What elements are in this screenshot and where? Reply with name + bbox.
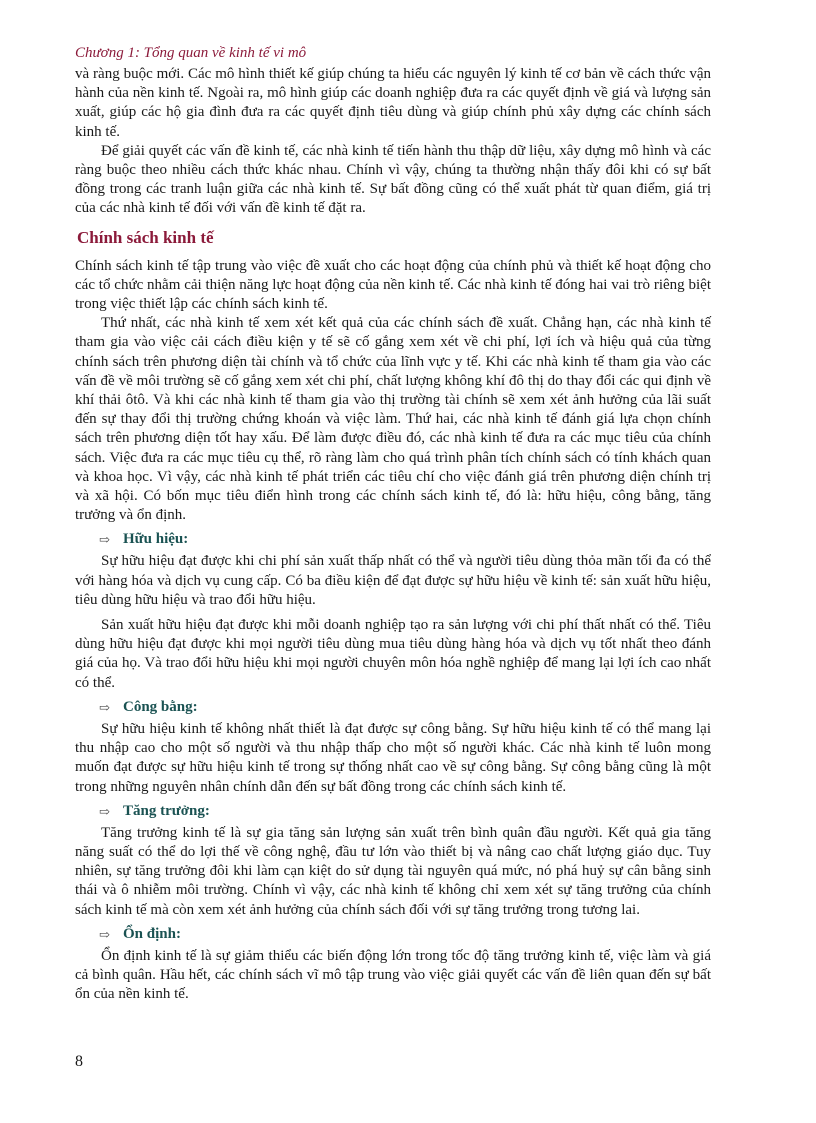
subsection-title: Ổn định: xyxy=(123,925,181,942)
hollow-arrow-icon: ⇨ xyxy=(99,532,110,548)
hollow-arrow-icon: ⇨ xyxy=(99,699,110,715)
subsection-heading xyxy=(99,530,711,549)
subsection-paragraph: Ổn định kinh tế là sự giảm thiểu các biến động lớn trong tốc độ tăng trưởng kinh tế, việc làm và giá cả bình quân. Hầu hết, các chính sách vĩ mô tập trung vào việc giải quyết các vấn đề liên quan đến sự bất ổn của nền kinh tế. xyxy=(75,947,711,1003)
section-paragraph: Chính sách kinh tế tập trung vào việc đề xuất cho các hoạt động của chính phủ và thiết kế hoạt động cho các tổ chức nhằm cải thiện năng lực hoạt động của nền kinh tế. Các nhà kinh tế đóng hai vai trò riêng biệt trong việc thiết lập các chính sách kinh tế. xyxy=(75,257,711,313)
subsection-heading xyxy=(99,925,711,944)
page-number: 8 xyxy=(75,1053,83,1070)
document-page xyxy=(75,44,711,1004)
subsection-title: Công bằng: xyxy=(123,698,198,715)
intro-paragraph: Để giải quyết các vấn đề kinh tế, các nhà kinh tế tiến hành thu thập dữ liệu, xây dựng mô hình và các ràng buộc theo nhiều cách thức khác nhau. Chính vì vậy, chúng ta thường nhận thấy đôi khi có sự bất đồng trong các tranh luận giữa các nhà kinh tế. Sự bất đồng cũng có thể xuất phát từ quan điểm, giá trị của các nhà kinh tế đối với vấn đề kinh tế đặt ra. xyxy=(75,142,711,217)
subsection-paragraph: Sự hữu hiệu đạt được khi chi phí sản xuất thấp nhất có thể và người tiêu dùng thỏa mãn tối đa có thể với hàng hóa và dịch vụ cung cấp. Có ba điều kiện để đạt được sự hữu hiệu về kinh tế: sản xuất hữu hiệu, tiêu dùng hữu hiệu và trao đổi hữu hiệu. xyxy=(75,553,711,608)
subsection-paragraph: Sản xuất hữu hiệu đạt được khi mỗi doanh nghiệp tạo ra sản lượng với chi phí thất nhất có thể. Tiêu dùng hữu hiệu đạt được khi mọi người tiêu dùng mua tiêu dùng hàng hóa và dịch vụ tốt nhất theo đánh giá của họ. Và trao đổi hữu hiệu khi mọi người chuyên môn hóa nghề nghiệp để mang lại lợi ích cao nhất có thể. xyxy=(75,617,711,691)
subsection-title: Hữu hiệu: xyxy=(123,531,189,548)
subsection-paragraph: Sự hữu hiệu kinh tế không nhất thiết là đạt được sự công bằng. Sự hữu hiệu kinh tế có thể mang lại thu nhập cao cho một số người và thu nhập thấp cho một số người khác. Các nhà kinh tế luôn mong muốn đạt được sự hữu hiệu kinh tế trong sự thống nhất cao về sự công bằng. Sự công bằng cũng là một trong những nguyên nhân chính dẫn đến sự bất đồng trong các chính sách kinh tế. xyxy=(75,720,711,795)
hollow-arrow-icon: ⇨ xyxy=(99,803,110,819)
hollow-arrow-icon: ⇨ xyxy=(99,926,110,942)
subsection-title: Tăng trưởng: xyxy=(123,802,210,819)
subsection-heading xyxy=(99,698,711,717)
section-paragraph: Thứ nhất, các nhà kinh tế xem xét kết quả của các chính sách đề xuất. Chẳng hạn, các nhà kinh tế tham gia vào việc cải cách điều kiện y tế sẽ cố gắng xem xét về chi phí, lợi ích và hiệu quả của từng chính sách trên phương diện tài chính và tổ chức của lĩnh vực y tế. Khi các nhà kinh tế tham gia vào các vấn đề về môi trường sẽ cố gắng xem xét chi phí, chất lượng không khí đô thị do thay đổi các qui định về khí thải ôtô. Và khi các nhà kinh tế tham gia vào thị trường tài chính sẽ xem xét ảnh hưởng của lãi suất đến sự thay đổi thị trường chứng khoán và việc làm. Thứ hai, các nhà kinh tế đánh giá lựa chọn chính sách trên phương diện tốt hay xấu. Để làm được điều đó, các nhà kinh tế đưa ra các mục tiêu của chính sách. Việc đưa ra các mục tiêu cụ thể, rõ ràng làm cho quá trình phân tích chính sách có tính khách quan và khoa học. Vì vậy, các nhà kinh tế phát triển các tiêu chí cho việc đánh giá trên phương diện chính trị và xã hội. Có bốn mục tiêu điển hình trong các chính sách kinh tế, đó là: hữu hiệu, công bằng, tăng trưởng và ổn định. xyxy=(75,315,711,524)
subsection-heading xyxy=(99,802,711,821)
section-heading: Chính sách kinh tế xyxy=(77,227,214,247)
running-head: Chương 1: Tổng quan về kinh tế vi mô xyxy=(75,45,307,61)
subsection-paragraph: Tăng trưởng kinh tế là sự gia tăng sản lượng sản xuất trên bình quân đầu người. Kết quả gia tăng năng suất có thể do lợi thế về công nghệ, đầu tư lớn vào thiết bị và nâng cao chất lượng giáo dục. Tuy nhiên, sự tăng trưởng đôi khi làm cạn kiệt do sử dụng tài nguyên quá mức, nó phá huỷ sự cân bằng sinh thái và ô nhiễm môi trường. Chính vì vậy, các nhà kinh tế không chỉ xem xét sự tăng trưởng của chính sách kinh tế mà còn xem xét ảnh hưởng của chính sách đối với sự tăng trưởng trong tương lai. xyxy=(75,824,711,918)
intro-paragraph: và ràng buộc mới. Các mô hình thiết kế giúp chúng ta hiểu các nguyên lý kinh tế cơ bản về cách thức vận hành của nền kinh tế. Ngoài ra, mô hình giúp các doanh nghiệp đưa ra các quyết định về giá và lượng sản xuất, giúp các hộ gia đình đưa ra các quyết định tiêu dùng và giúp chính phủ xây dựng các chính sách kinh tế. xyxy=(75,66,711,140)
